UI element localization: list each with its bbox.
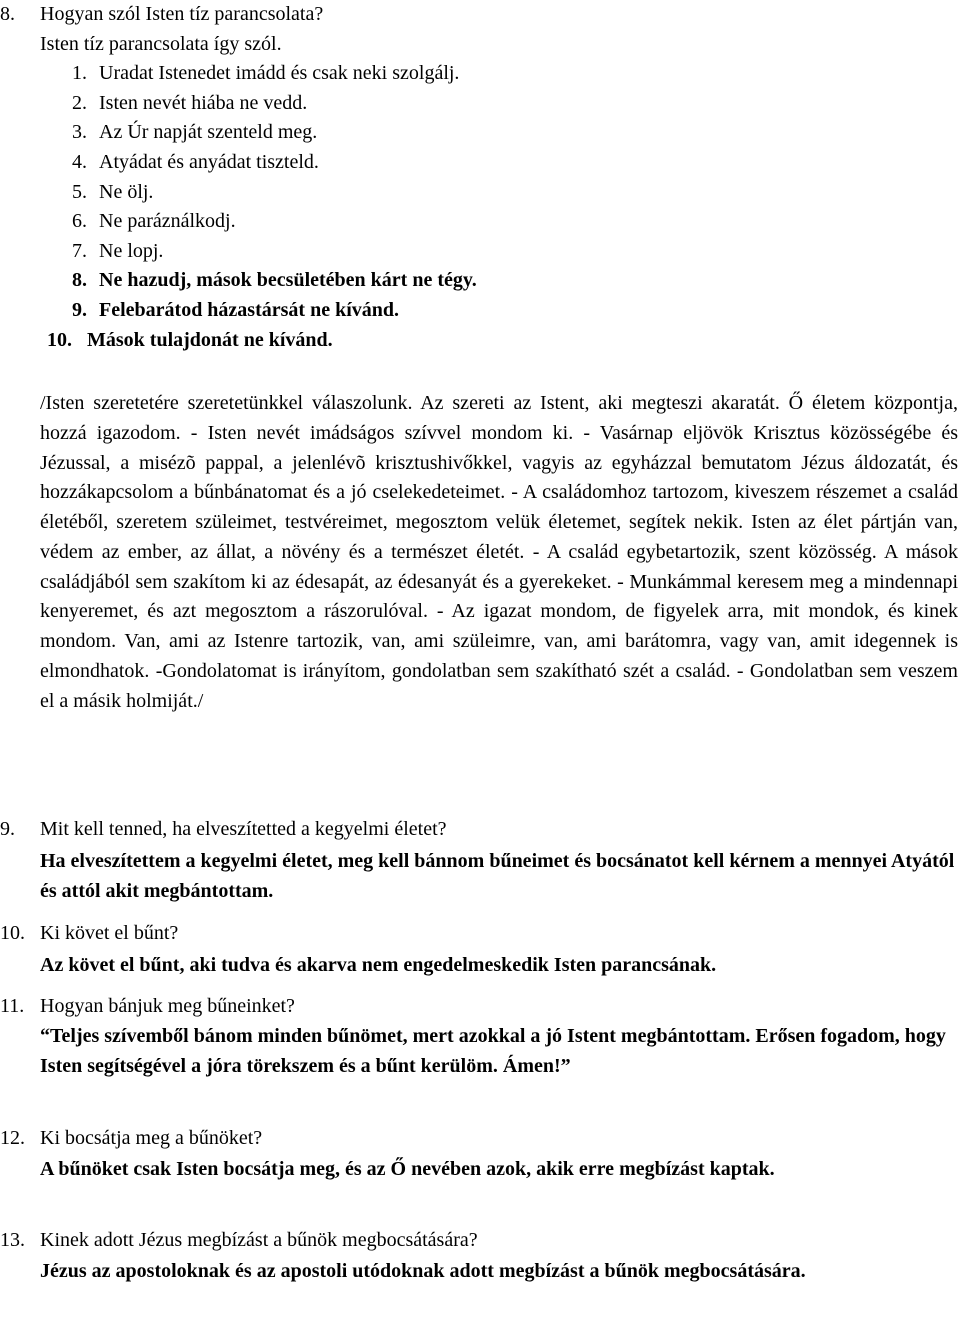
question-9: [0, 817, 960, 841]
question-number: 9.: [0, 818, 15, 840]
list-item-number: 2.: [72, 92, 87, 114]
list-item-number: 3.: [72, 121, 87, 143]
question-number: 13.: [0, 1229, 25, 1251]
explanation-text: /Isten szeretetére szeretetünkkel válaszolunk. Az szereti az Istent, aki megteszi akaratát. Ő életem központja, hozzá igazodom. - Isten nevét imádságos szívvel mondom ki. - Vasárnap eljövök Krisztus közösségébe és Jézussal, a misézõ pappal, a jelenlévõ krisztushivőkkel, vagyis az egyházzal bemutatom Jézus áldozatát, és hozzákapcsolom a bűnbánatomat és a jó cselekedeteimet. - A családomhoz tartozom, kiveszem részemet a család életéből, szeretem szüleimet, testvéreimet, megosztom velük életemet, segítek nekik. Isten az élet pártján van, védem az ember, az állat, a növény és a természet életét. - A család egybetartozik, szent közösség. A mások családjából sem szakítom ki az édesapát, az édesanyát és a gyerekeket. - Munkámmal keresem meg a mindennapi kenyeremet, és azt megosztom a rászorulóval. - Az igazat mondom, de figyelek arra, mit mondok, és kinek mondom. Van, ami az Istenre tartozik, van, ami szüleimre, van, ami barátomra, vagy van, amit idegennek is elmondhatok. -Gondolatomat is irányítom, gondolatban sem szakítható szét a család. - Gondolatban sem veszem el a másik holmiját./: [40, 392, 958, 712]
question-text: Mit kell tenned, ha elveszítetted a kegyelmi életet?: [40, 818, 447, 840]
list-item-text: Isten nevét hiába ne vedd.: [99, 92, 308, 114]
answer-intro: Isten tíz parancsolata így szól.: [40, 33, 282, 55]
list-item: [0, 150, 960, 174]
question-8: [0, 2, 960, 26]
question-number: 11.: [0, 995, 25, 1017]
list-item: [0, 91, 960, 115]
list-item: [0, 209, 960, 233]
list-item-text: Mások tulajdonát ne kívánd.: [87, 329, 333, 351]
list-item: [0, 328, 960, 352]
list-item-text: Az Úr napját szenteld meg.: [99, 121, 318, 143]
list-item: [0, 268, 960, 292]
list-item-number: 6.: [72, 210, 87, 232]
answer-9: Ha elveszítettem a kegyelmi életet, meg kell bánnom bűneimet és bocsánatot kell kérnem a mennyei Atyától és attól akit megbántottam.: [40, 850, 955, 902]
question-11: [0, 994, 960, 1018]
list-item-number: 10.: [47, 329, 72, 351]
question-text: Kinek adott Jézus megbízást a bűnök megbocsátására?: [40, 1229, 478, 1251]
list-item-text: Uradat Istenedet imádd és csak neki szolgálj.: [99, 62, 460, 84]
list-item-number: 8.: [72, 269, 87, 291]
list-item-number: 1.: [72, 62, 87, 84]
question-13: [0, 1228, 960, 1252]
list-item: [0, 239, 960, 263]
answer-13: Jézus az apostoloknak és az apostoli utódoknak adott megbízást a bűnök megbocsátására.: [40, 1260, 806, 1282]
question-number: 10.: [0, 922, 25, 944]
list-item: [0, 61, 960, 85]
list-item-text: Felebarátod házastársát ne kívánd.: [99, 299, 399, 321]
answer-11: “Teljes szívemből bánom minden bűnömet, mert azokkal a jó Istent megbántottam. Erősen fogadom, hogy Isten segítségével a jóra törekszem és a bűnt kerülöm. Ámen!”: [40, 1025, 946, 1077]
answer-12: A bűnöket csak Isten bocsátja meg, és az Ő nevében azok, akik erre megbízást kaptak.: [40, 1158, 775, 1180]
list-item-text: Ne ölj.: [99, 181, 154, 203]
list-item-number: 7.: [72, 240, 87, 262]
list-item-number: 5.: [72, 181, 87, 203]
list-item-number: 4.: [72, 151, 87, 173]
list-item: [0, 298, 960, 322]
list-item-text: Atyádat és anyádat tiszteld.: [99, 151, 319, 173]
question-text: Hogyan szól Isten tíz parancsolata?: [40, 3, 324, 25]
list-item-number: 9.: [72, 299, 87, 321]
explanation-paragraph: [40, 389, 958, 716]
list-item-text: Ne lopj.: [99, 240, 164, 262]
question-10: [0, 921, 960, 945]
question-12: [0, 1126, 960, 1150]
question-number: 8.: [0, 3, 15, 25]
list-item: [0, 120, 960, 144]
question-text: Ki követ el bűnt?: [40, 922, 179, 944]
list-item: [0, 180, 960, 204]
question-text: Ki bocsátja meg a bűnöket?: [40, 1127, 263, 1149]
question-text: Hogyan bánjuk meg bűneinket?: [40, 995, 295, 1017]
list-item-text: Ne paráználkodj.: [99, 210, 236, 232]
question-number: 12.: [0, 1127, 25, 1149]
list-item-text: Ne hazudj, mások becsületében kárt ne tégy.: [99, 269, 477, 291]
answer-10: Az követ el bűnt, aki tudva és akarva nem engedelmeskedik Isten parancsának.: [40, 954, 717, 976]
